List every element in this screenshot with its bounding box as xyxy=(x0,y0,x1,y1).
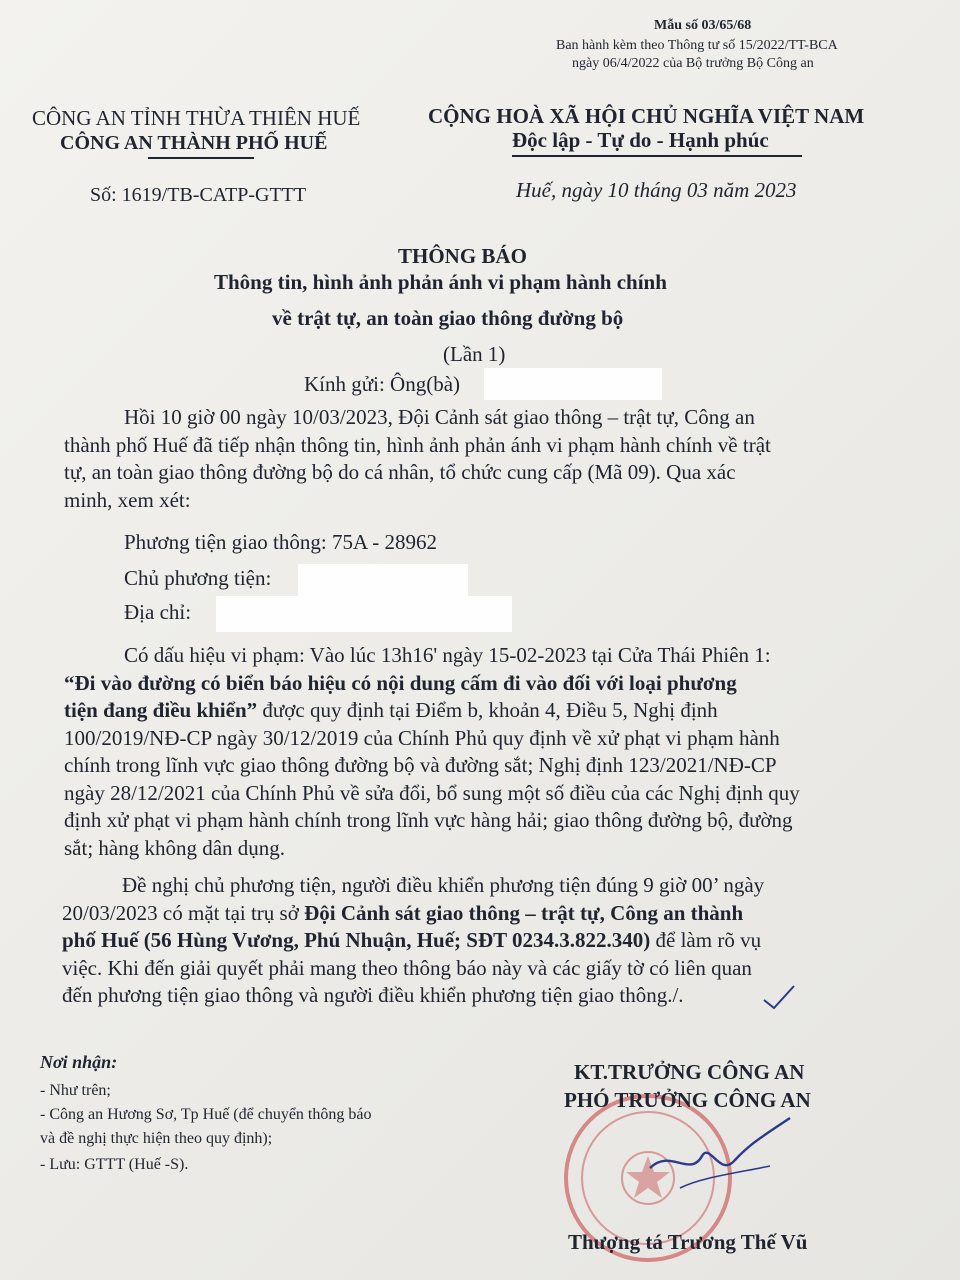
recipient-item-4: - Lưu: GTTT (Huế -S). xyxy=(40,1156,189,1173)
recipients-title: Nơi nhận: xyxy=(40,1052,118,1072)
notice-subtitle-1: Thông tin, hình ảnh phản ánh vi phạm hành chính xyxy=(214,270,667,294)
address-redaction xyxy=(216,596,512,632)
p1-line-1: Hồi 10 giờ 00 ngày 10/03/2023, Đội Cảnh sát giao thông – trật tự, Công an xyxy=(124,405,755,429)
notice-title: THÔNG BÁO xyxy=(398,244,527,268)
notice-edition: (Lần 1) xyxy=(443,342,506,366)
signature-line-1: KT.TRƯỞNG CÔNG AN xyxy=(574,1060,805,1084)
end-check-mark xyxy=(760,982,800,1012)
request-line-3-a: phố Huế (56 Hùng Vương, Phú Nhuận, Huế; SĐT 0234.3.822.340) xyxy=(62,928,651,952)
document-number: Số: 1619/TB-CATP-GTTT xyxy=(90,184,307,206)
vehicle-line: Phương tiện giao thông: 75A - 28962 xyxy=(124,530,437,554)
request-line-2-b: Đội Cảnh sát giao thông – trật tự, Công an thành xyxy=(304,900,744,925)
agency-parent: CÔNG AN TỈNH THỪA THIÊN HUẾ xyxy=(32,106,361,130)
notice-subtitle-2: về trật tự, an toàn giao thông đường bộ xyxy=(272,306,624,330)
violation-line-8: sắt; hàng không dân dụng. xyxy=(64,835,286,860)
violation-line-3-rest: được quy định tại Điểm b, khoản 4, Điều 5, Nghị định xyxy=(257,698,718,722)
p1-line-2: thành phố Huế đã tiếp nhận thông tin, hình ảnh phản ánh vi phạm hành chính về trật xyxy=(64,432,771,457)
recipient-item-2: - Công an Hương Sơ, Tp Huế (để chuyển thông báo xyxy=(40,1106,372,1123)
place-date: Huế, ngày 10 tháng 03 năm 2023 xyxy=(516,178,797,202)
agency-name: CÔNG AN THÀNH PHỐ HUẾ xyxy=(60,132,328,154)
signature-line-2: PHÓ TRƯỞNG CÔNG AN xyxy=(564,1088,811,1112)
p1-line-4: minh, xem xét: xyxy=(64,487,191,512)
request-line-2-a: 20/03/2023 có mặt tại trụ sở xyxy=(62,900,305,925)
request-line-1: Đề nghị chủ phương tiện, người điều khiển phương tiện đúng 9 giờ 00’ ngày xyxy=(122,873,765,897)
national-motto: Độc lập - Tự do - Hạnh phúc xyxy=(512,128,769,152)
recipient-item-3: và đề nghị thực hiện theo quy định); xyxy=(40,1130,273,1147)
form-issued-line-1: Ban hành kèm theo Thông tư số 15/2022/TT-BCA xyxy=(556,38,838,53)
form-code: Mẫu số 03/65/68 xyxy=(654,18,752,33)
signer-name: Thượng tá Trương Thế Vũ xyxy=(568,1230,808,1254)
recipient-item-1: - Như trên; xyxy=(40,1082,111,1099)
paragraph-request xyxy=(62,872,874,1010)
violation-quote-1: “Đi vào đường có biển báo hiệu có nội dung cấm đi vào đối với loại phương xyxy=(64,670,737,695)
owner-label: Chủ phương tiện: xyxy=(124,566,272,590)
violation-line-7: định xử phạt vi phạm hành chính trong lĩnh vực hàng hải; giao thông đường bộ, đường xyxy=(64,808,793,832)
national-title: CỘNG HOÀ XÃ HỘI CHỦ NGHĨA VIỆT NAM xyxy=(428,104,865,128)
request-line-5: đến phương tiện giao thông và người điều khiển phương tiện giao thông./. xyxy=(62,983,684,1007)
violation-line-3 xyxy=(64,697,874,725)
motto-underline xyxy=(512,155,802,157)
request-line-3 xyxy=(62,927,874,955)
request-line-2 xyxy=(62,900,874,928)
violation-line-4: 100/2019/NĐ-CP ngày 30/12/2019 của Chính Phủ quy định về xử phạt vi phạm hành xyxy=(64,725,780,750)
p1-line-3: tự, an toàn giao thông đường bộ do cá nhân, tổ chức cung cấp (Mã 09). Qua xác xyxy=(64,460,736,484)
agency-underline xyxy=(148,157,254,159)
violation-quote-2: tiện đang điều khiển” xyxy=(64,698,258,722)
paragraph-receipt xyxy=(64,404,872,514)
violation-line-5: chính trong lĩnh vực giao thông đường bộ và đường sắt; Nghị định 123/2021/NĐ-CP xyxy=(64,753,777,777)
address-label: Địa chỉ: xyxy=(124,600,192,624)
violation-line-6: ngày 28/12/2021 của Chính Phủ về sửa đổi, bổ sung một số điều của các Nghị định quy xyxy=(64,780,800,805)
request-line-3-b: để làm rõ vụ xyxy=(650,928,762,952)
handwritten-signature xyxy=(640,1108,800,1203)
request-line-4: việc. Khi đến giải quyết phải mang theo thông báo này và các giấy tờ có liên quan xyxy=(62,955,752,980)
owner-redaction xyxy=(298,564,468,596)
violation-line-1: Có dấu hiệu vi phạm: Vào lúc 13h16' ngày 15-02-2023 tại Cửa Thái Phiên 1: xyxy=(124,643,771,667)
paragraph-violation xyxy=(64,642,874,862)
recipient-label: Kính gửi: Ông(bà) xyxy=(304,372,461,396)
recipient-redaction xyxy=(484,368,662,400)
form-issued-line-2: ngày 06/4/2022 của Bộ trưởng Bộ Công an xyxy=(572,56,814,71)
